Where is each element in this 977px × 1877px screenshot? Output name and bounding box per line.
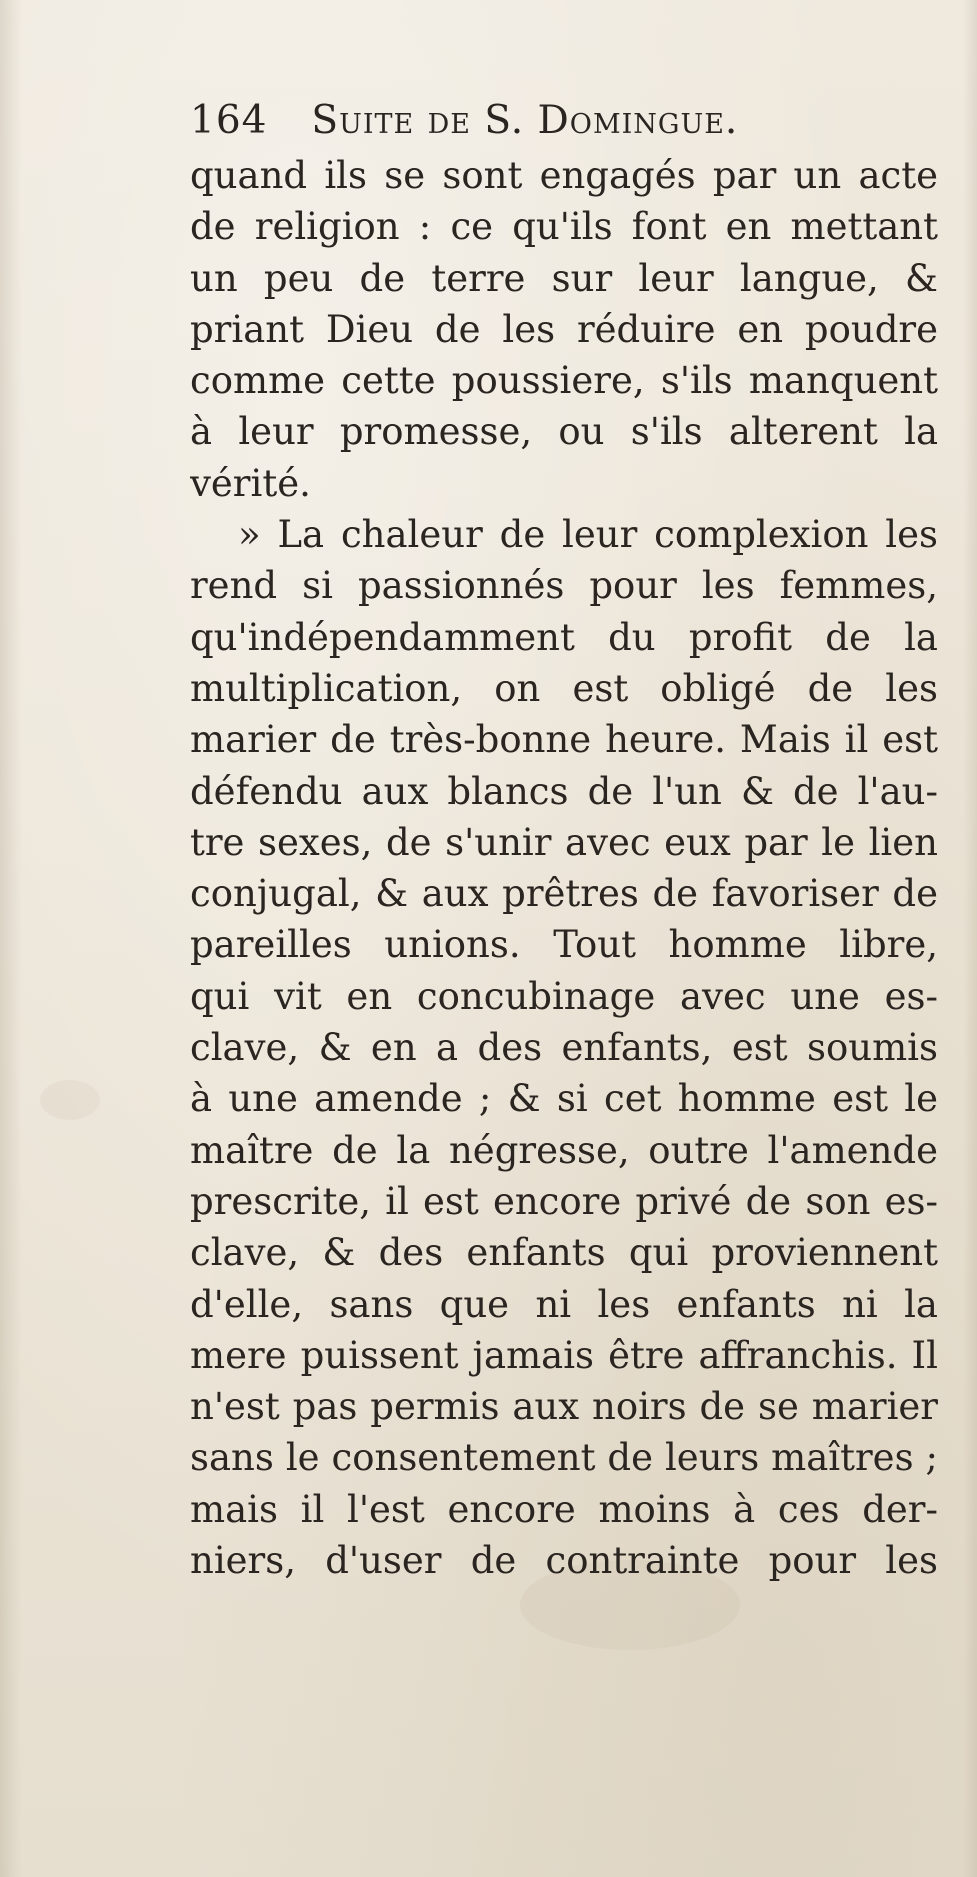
- text-line: n'est pas permis aux noirs de se marier: [190, 1385, 938, 1429]
- text-block: [190, 92, 938, 1586]
- page-number: 164: [190, 98, 268, 143]
- paper-stain: [40, 1080, 100, 1120]
- text-line: » La chaleur de leur complexion les: [238, 513, 938, 557]
- text-line: un peu de terre sur leur langue, &: [190, 256, 938, 300]
- page-header: [190, 92, 938, 150]
- body-text: [190, 150, 938, 1586]
- text-line: défendu aux blancs de l'un & de l'au-: [190, 769, 938, 813]
- text-line: prescrite, il est encore privé de son es-: [190, 1179, 938, 1223]
- text-line: à une amende ; & si cet homme est le: [190, 1077, 938, 1121]
- text-line: marier de très-bonne heure. Mais il est: [190, 718, 938, 762]
- text-line: de religion : ce qu'ils font en mettant: [190, 205, 938, 249]
- text-line: à leur promesse, ou s'ils alterent la: [190, 410, 938, 454]
- text-line: maître de la négresse, outre l'amende: [190, 1128, 938, 1172]
- running-title: Suite de S. Domingue.: [311, 98, 739, 143]
- text-line: niers, d'user de contrainte pour les: [190, 1539, 938, 1583]
- text-line: mais il l'est encore moins à ces der-: [190, 1487, 938, 1531]
- text-line: clave, & des enfants qui proviennent: [190, 1231, 938, 1275]
- text-line: comme cette poussiere, s'ils manquent: [190, 359, 938, 403]
- text-line: conjugal, & aux prêtres de favoriser de: [190, 872, 938, 916]
- text-line: priant Dieu de les réduire en poudre: [190, 307, 938, 351]
- text-line: quand ils se sont engagés par un acte: [190, 154, 938, 197]
- text-line: mere puissent jamais être affranchis. Il: [190, 1333, 938, 1377]
- text-line: clave, & en a des enfants, est soumis: [190, 1026, 938, 1070]
- text-line: qu'indépendamment du profit de la: [190, 615, 938, 659]
- text-line: vérité.: [190, 461, 311, 505]
- text-line: tre sexes, de s'unir avec eux par le lien: [190, 820, 938, 864]
- text-line: multiplication, on est obligé de les: [190, 666, 938, 710]
- text-line: d'elle, sans que ni les enfants ni la: [190, 1282, 938, 1326]
- text-line: sans le consentement de leurs maîtres ;: [190, 1436, 938, 1480]
- text-line: qui vit en concubinage avec une es-: [190, 974, 938, 1018]
- text-line: rend si passionnés pour les femmes,: [190, 564, 938, 608]
- page-edge-shadow: [963, 0, 977, 1877]
- text-line: pareilles unions. Tout homme libre,: [190, 923, 938, 967]
- page-gutter-shadow: [0, 0, 22, 1877]
